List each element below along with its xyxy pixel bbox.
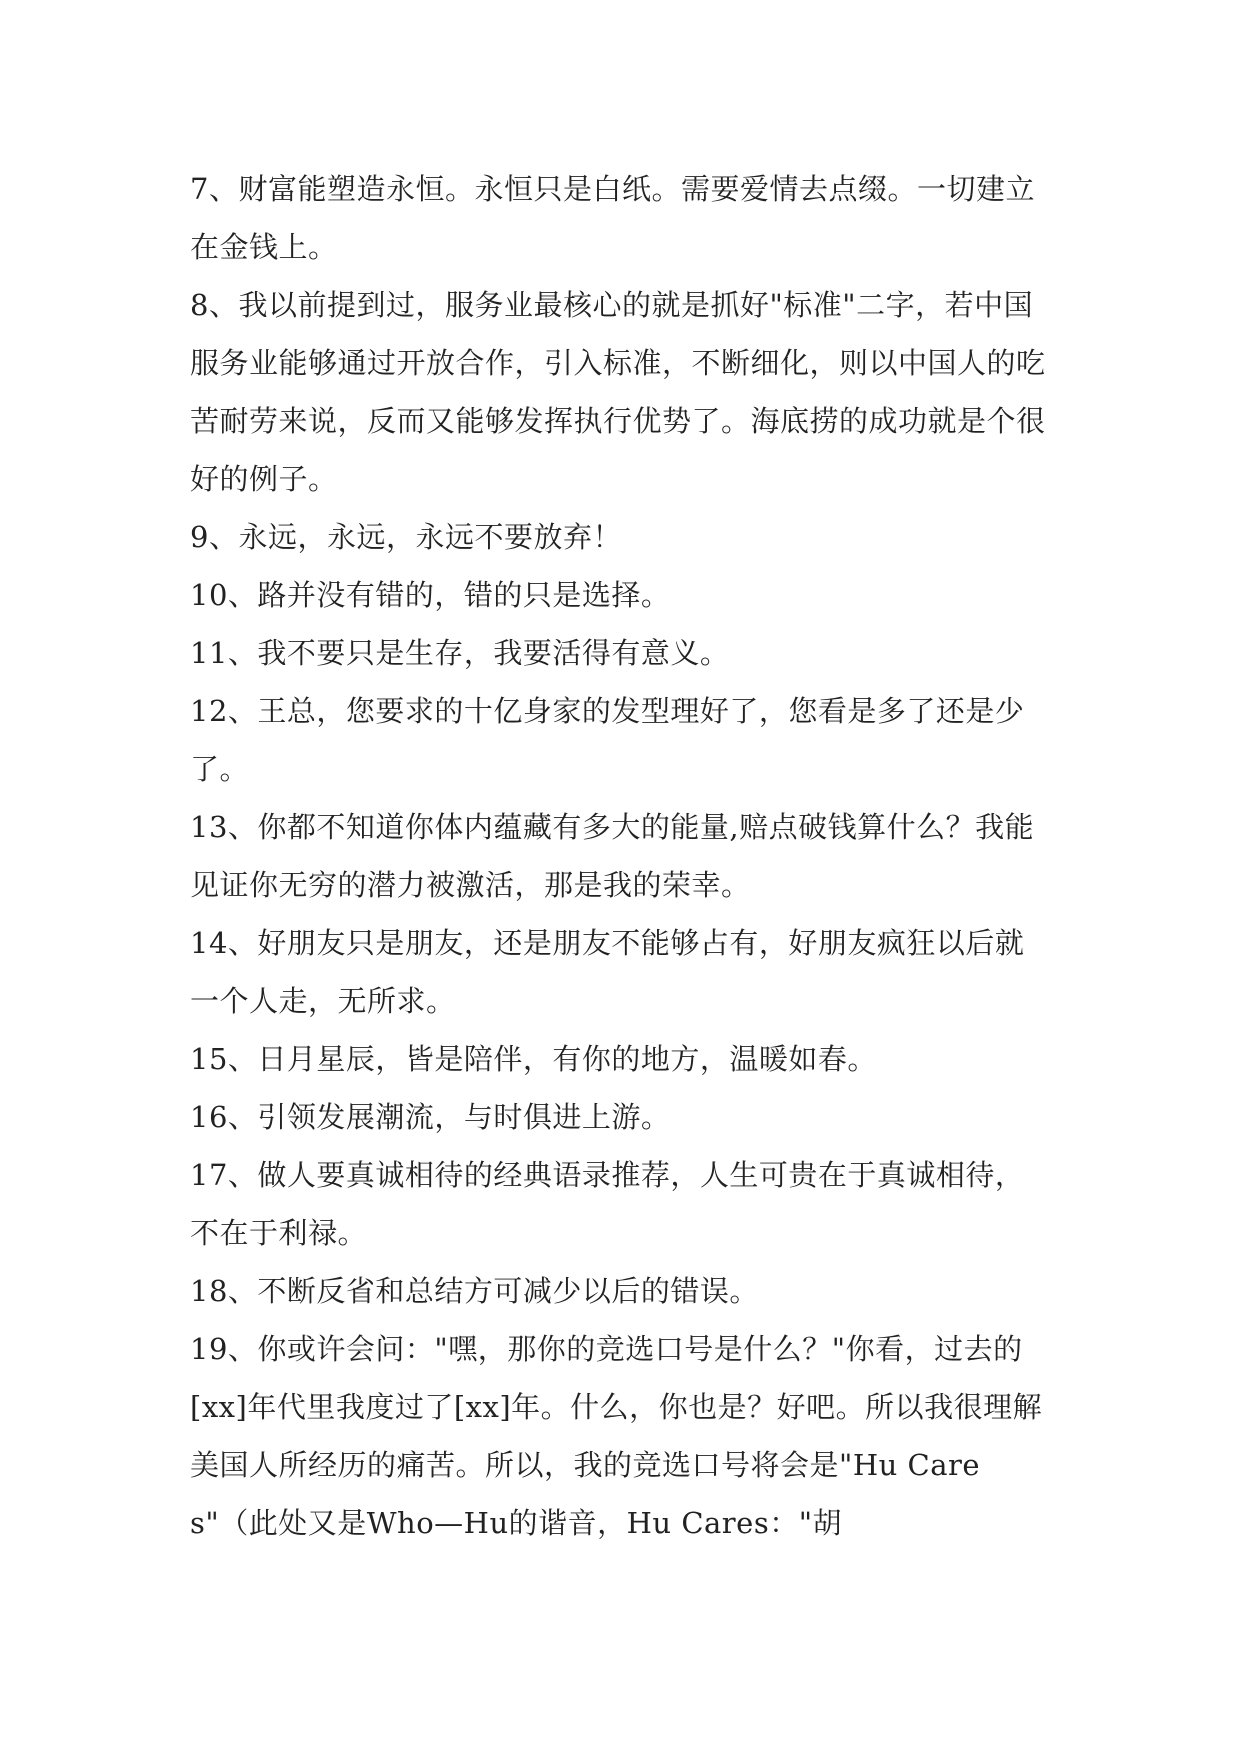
list-item: 8、我以前提到过，服务业最核心的就是抓好"标准"二字，若中国服务业能够通过开放合作，引入标准，不断细化，则以中国人的吃苦耐劳来说，反而又能够发挥执行优势了。海底捞的成功就是个很好的例子。 <box>190 288 1046 496</box>
list-item: 19、你或许会问："嘿，那你的竞选口号是什么？"你看，过去的[xx]年代里我度过了[xx]年。什么，你也是？好吧。所以我很理解美国人所经历的痛苦。所以，我的竞选口号将会是"Hu Cares"（此处又是Who—Hu的谐音，Hu Cares："胡 <box>190 1332 1043 1540</box>
list-item: 9、永远，永远，永远不要放弃！ <box>190 520 622 554</box>
list-item: 7、财富能塑造永恒。永恒只是白纸。需要爱情去点缀。一切建立在金钱上。 <box>190 172 1035 264</box>
list-item: 10、路并没有错的，错的只是选择。 <box>190 578 671 612</box>
list-item: 12、王总，您要求的十亿身家的发型理好了，您看是多了还是少了。 <box>190 694 1025 786</box>
list-item: 18、不断反省和总结方可减少以后的错误。 <box>190 1274 759 1308</box>
list-item: 13、你都不知道你体内蕴藏有多大的能量,赔点破钱算什么？我能见证你无穷的潜力被激活，那是我的荣幸。 <box>190 810 1035 902</box>
list-item: 17、做人要真诚相待的经典语录推荐，人生可贵在于真诚相待，不在于利禄。 <box>190 1158 1025 1250</box>
document-body <box>190 160 1050 1552</box>
list-item: 15、日月星辰，皆是陪伴，有你的地方，温暖如春。 <box>190 1042 877 1076</box>
list-item: 14、好朋友只是朋友，还是朋友不能够占有，好朋友疯狂以后就一个人走，无所求。 <box>190 926 1025 1018</box>
list-item: 16、引领发展潮流，与时俱进上游。 <box>190 1100 671 1134</box>
list-item: 11、我不要只是生存，我要活得有意义。 <box>190 636 730 670</box>
